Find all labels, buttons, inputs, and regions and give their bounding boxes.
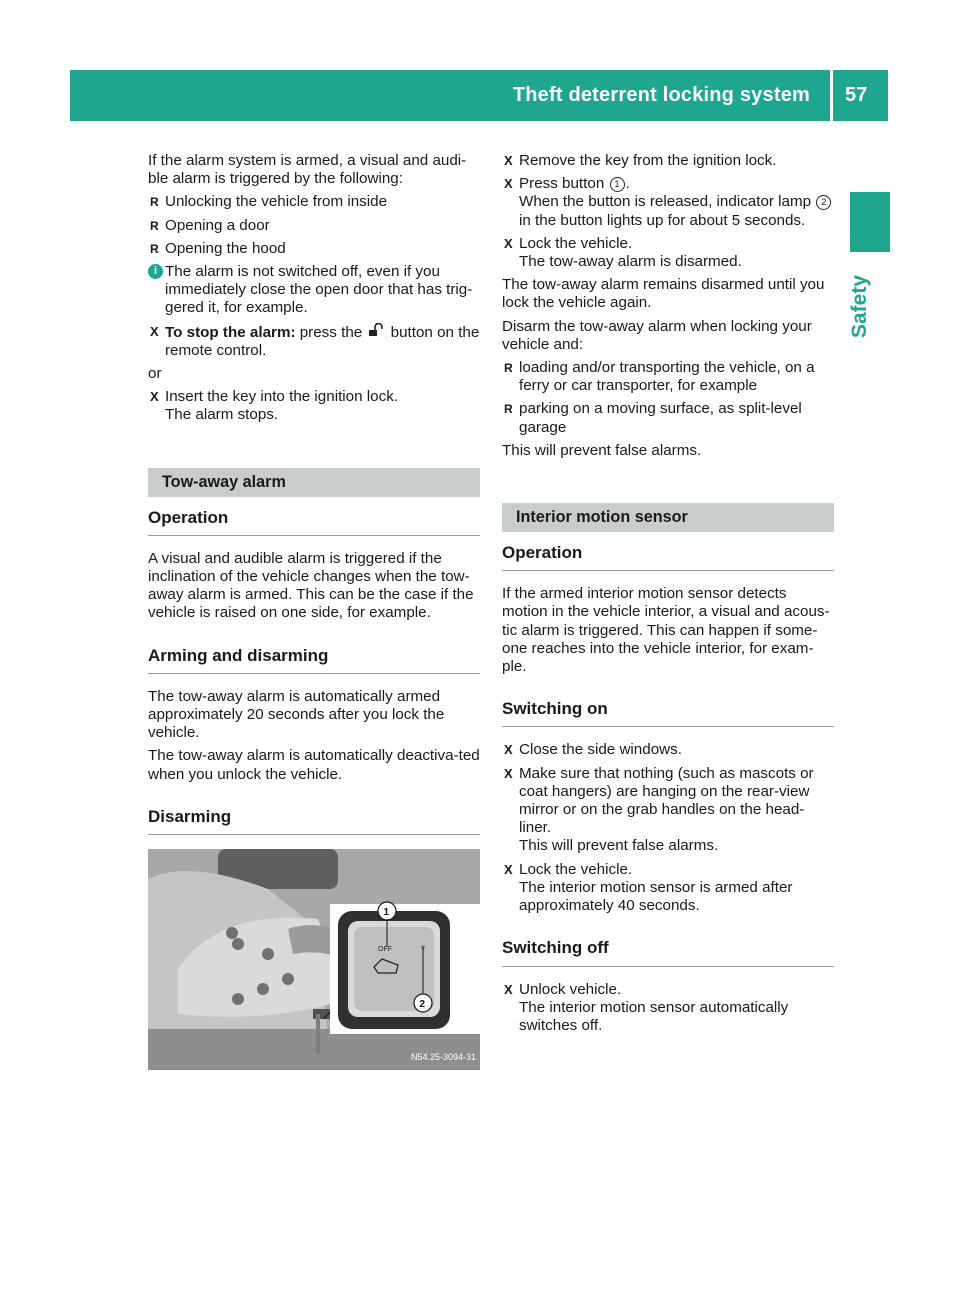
callout-2-label: 2 (419, 999, 426, 1011)
header-divider (830, 70, 833, 121)
step-stop-alarm (148, 323, 480, 360)
step-text: Lock the vehicle. (519, 860, 633, 878)
paragraph: This will prevent false alarms. (502, 441, 702, 459)
heading-operation: Operation (502, 544, 834, 571)
page-number: 57 (845, 84, 868, 106)
list-item: R Unlocking the vehicle from inside (148, 193, 480, 211)
info-note (148, 263, 480, 318)
section-title-tow-away: Tow-away alarm (148, 468, 480, 497)
step-text: button on the remote control. (165, 323, 480, 359)
heading-arming: Arming and disarming (148, 647, 480, 674)
step-text: . (625, 175, 630, 193)
list-item: R parking on a moving surface, as split-level garage (502, 400, 834, 436)
operation-paragraph: A visual and audible alarm is triggered if the inclination of the vehicle changes when the tow-away alarm is armed. This can be the case if the vehicle is raised on one side, for example. (148, 549, 474, 622)
heading-switching-off: Switching off (502, 939, 834, 966)
or-text: or (148, 365, 162, 383)
step-remove-key: X Remove the key from the ignition lock. (502, 152, 834, 170)
heading-operation: Operation (148, 509, 480, 536)
paragraph: Disarm the tow-away alarm when locking your vehicle and: (502, 317, 812, 353)
step-lock-vehicle (502, 235, 834, 271)
list-item: R Opening the hood (148, 240, 480, 258)
unlock-icon (366, 323, 386, 342)
step-check-mirror (502, 765, 834, 856)
left-column (148, 152, 480, 1070)
info-icon: i (148, 264, 163, 279)
heading-disarming: Disarming (148, 808, 480, 835)
step-press-button (502, 175, 834, 230)
step-result: in the button lights up for about 5 seconds. (519, 211, 806, 229)
header-bar (70, 70, 888, 121)
step-text: Lock the vehicle. (519, 234, 633, 252)
step-close-windows: X Close the side windows. (502, 741, 834, 759)
callout-1-label: 1 (383, 907, 390, 919)
section-title-interior-motion: Interior motion sensor (502, 503, 834, 532)
side-tab-marker (850, 192, 890, 252)
operation-paragraph: If the armed interior motion sensor detects motion in the vehicle interior, a visual and acous-tic alarm is triggered. This can happen if some-one reaches into the vehicle interior, for exam-ple. (502, 585, 830, 676)
overhead-panel-illustration (148, 849, 480, 1070)
side-tab (842, 268, 898, 348)
step-unlock-vehicle (502, 981, 834, 1036)
right-column (502, 152, 834, 1040)
intro-paragraph: If the alarm system is armed, a visual and audi-ble alarm is triggered by the following: (148, 152, 467, 188)
info-text: The alarm is not switched off, even if you immediately close the open door that has trig-gered it, for example. (165, 263, 473, 317)
step-result: The interior motion sensor is armed after approximately 40 seconds. (519, 878, 793, 915)
overhead-control-panel-figure (148, 849, 480, 1070)
off-label: OFF (378, 946, 392, 954)
callout-ref-1: 1 (610, 177, 625, 192)
step-result: The alarm stops. (165, 406, 279, 424)
figure-caption: N54.25-3094-31 (410, 1051, 476, 1062)
step-lock-vehicle (502, 861, 834, 916)
arming-paragraph: The tow-away alarm is automatically armed approximately 20 seconds after you lock the vehicle. (148, 687, 445, 742)
step-text: Press button (519, 175, 609, 193)
step-label: To stop the alarm: (165, 323, 296, 341)
list-item: R loading and/or transporting the vehicle, on a ferry or car transporter, for example (502, 359, 834, 395)
step-text: press the (295, 323, 367, 341)
callout-ref-2: 2 (816, 195, 831, 210)
step-result: The interior motion sensor automatically switches off. (519, 998, 789, 1034)
step-text: Make sure that nothing (such as mascots or coat hangers) are hanging on the rear-view mirror or on the grab handles on the head-liner. (519, 764, 814, 837)
step-text: Insert the key into the ignition lock. (165, 388, 399, 406)
step-insert-key (148, 388, 480, 424)
arming-paragraph: The tow-away alarm is automatically deactiva-ted when you unlock the vehicle. (148, 747, 480, 783)
step-result: This will prevent false alarms. (519, 837, 719, 855)
list-item: R Opening a door (148, 217, 480, 235)
paragraph: The tow-away alarm remains disarmed until you lock the vehicle again. (502, 276, 825, 312)
side-tab-label: Safety (848, 274, 871, 338)
heading-switching-on: Switching on (502, 700, 834, 727)
step-result: The tow-away alarm is disarmed. (519, 253, 742, 271)
step-text: Unlock vehicle. (519, 980, 622, 998)
step-result: When the button is released, indicator lamp (519, 193, 816, 211)
page-title: Theft deterrent locking system (512, 84, 810, 106)
